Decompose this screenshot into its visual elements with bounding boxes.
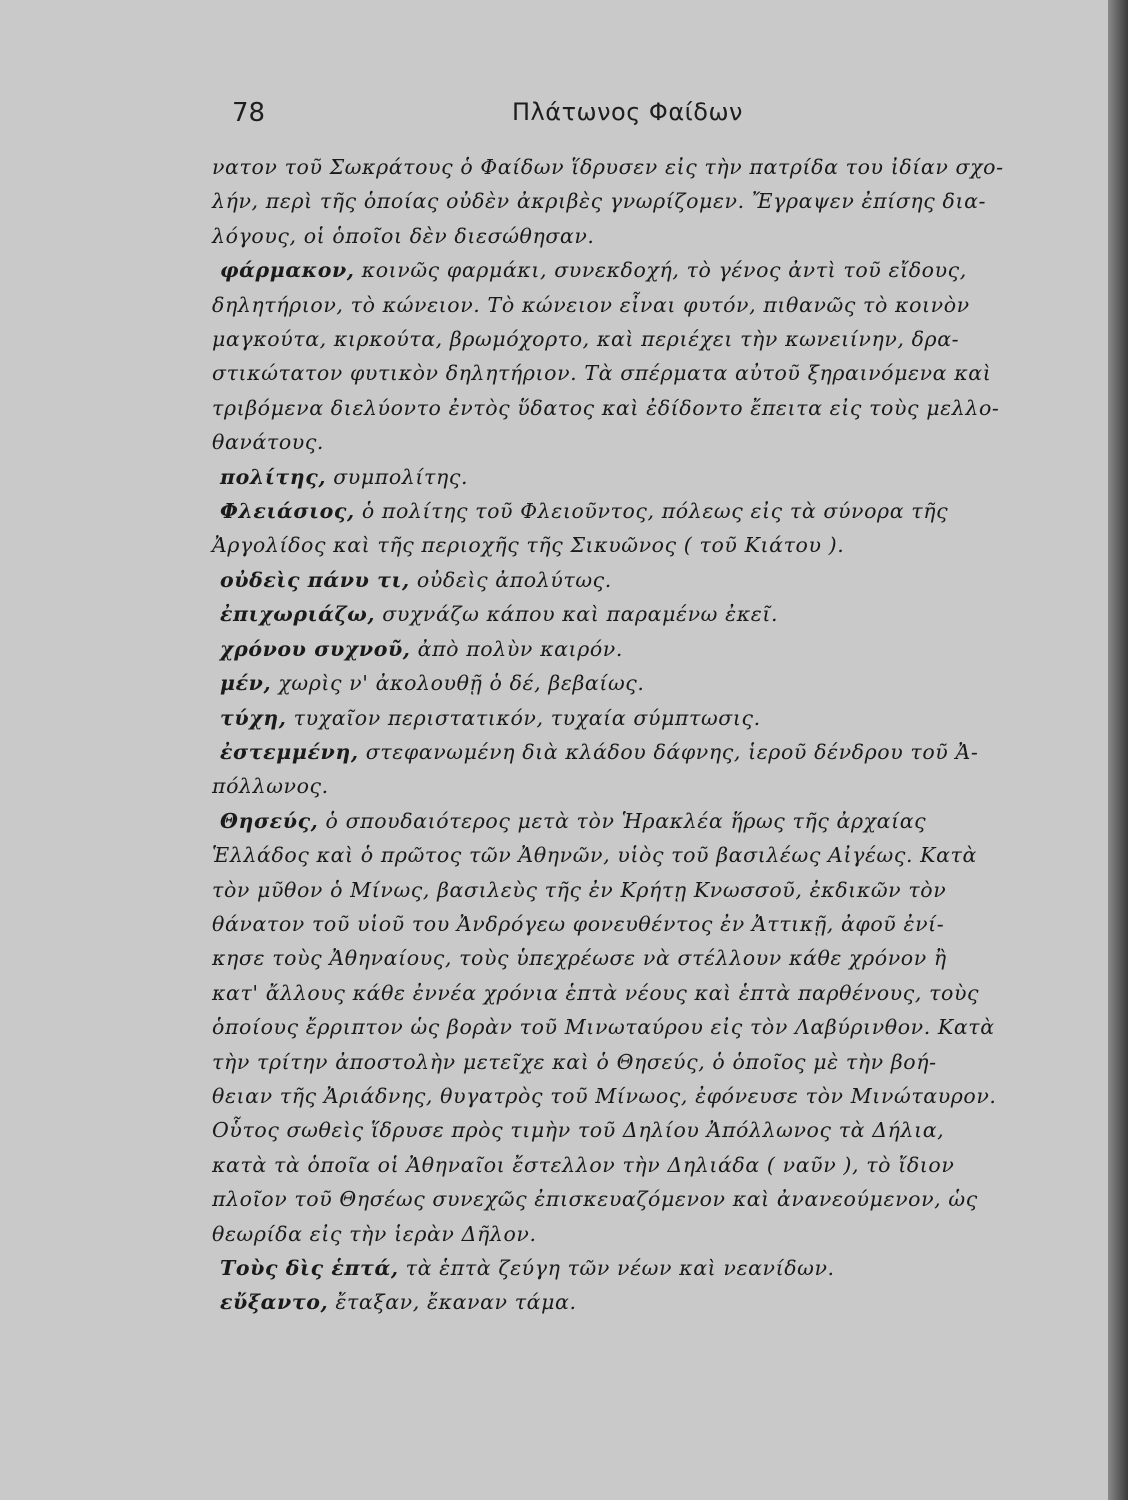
text-line: λόγους, οἱ ὁποῖοι δὲν διεσώθησαν.: [212, 223, 595, 248]
text-line: θεωρίδα εἰς τὴν ἱερὰν Δῆλον.: [212, 1221, 537, 1246]
text-line: ἔταξαν, ἔκαναν τάμα.: [328, 1290, 577, 1315]
entry-continuation: [212, 150, 1102, 253]
text-line: ὁ σπουδαιότερος μετὰ τὸν Ἡρακλέα ἥρως τῆς ἀρχαίας: [318, 808, 927, 833]
text-line: Ἀργολίδος καὶ τῆς περιοχῆς τῆς Σικυῶνος ( τοῦ Κιάτου ).: [212, 533, 845, 558]
text-line: Οὗτος σωθεὶς ἵδρυσε πρὸς τιμὴν τοῦ Δηλίου Ἀπόλλωνος τὰ Δήλια,: [212, 1118, 945, 1143]
text-line: τὸν μῦθον ὁ Μίνως, βασιλεὺς τῆς ἐν Κρήτῃ Κνωσσοῦ, ἐκδικῶν τὸν: [212, 877, 947, 902]
text-line: κατ' ἄλλους κάθε ἐννέα χρόνια ἑπτὰ νέους καὶ ἑπτὰ παρθένους, τοὺς: [212, 980, 980, 1005]
text-line: συχνάζω κάπου καὶ παραμένω ἐκεῖ.: [375, 602, 779, 627]
text-line: τὴν τρίτην ἀποστολὴν μετεῖχε καὶ ὁ Θησεύς, ὁ ὁποῖος μὲ τὴν βοή-: [212, 1049, 937, 1074]
text-line: νατον τοῦ Σωκράτους ὁ Φαίδων ἵδρυσεν εἰς τὴν πατρίδα του ἰδίαν σχο-: [212, 155, 1004, 179]
entry-polites: [212, 460, 1102, 494]
text-line: στικώτατον φυτικὸν δηλητήριον. Τὰ σπέρματα αὐτοῦ ξηραινόμενα καὶ: [212, 361, 992, 386]
text-line: πόλλωνος.: [212, 774, 329, 799]
text-line: κοινῶς φαρμάκι, συνεκδοχή, τὸ γένος ἀντὶ τοῦ εἴδους,: [354, 258, 967, 283]
text-line: δηλητήριον, τὸ κώνειον. Τὸ κώνειον εἶναι φυτόν, πιθανῶς τὸ κοινὸν: [212, 292, 970, 317]
text-line: τυχαῖον περιστατικόν, τυχαία σύμπτωσις.: [286, 705, 761, 730]
text-line: χωρὶς ν' ἀκολουθῇ ὁ δέ, βεβαίως.: [271, 671, 645, 696]
text-line: στεφανωμένη διὰ κλάδου δάφνης, ἱεροῦ δένδρου τοῦ Ἀ-: [358, 739, 979, 764]
entry-tyche: [212, 701, 1102, 735]
text-line: τριβόμενα διελύοντο ἐντὸς ὕδατος καὶ ἐδίδοντο ἔπειτα εἰς τοὺς μελλο-: [212, 395, 1000, 420]
entry-men: [212, 666, 1102, 700]
text-line: κατὰ τὰ ὁποῖα οἱ Ἀθηναῖοι ἔστελλον τὴν Δηλιάδα ( ναῦν ), τὸ ἴδιον: [212, 1152, 955, 1177]
text-line: μαγκούτα, κιρκούτα, βρωμόχορτο, καὶ περιέχει τὴν κωνειίνην, δρα-: [212, 327, 960, 352]
page-header: [0, 98, 1108, 138]
text-line: λήν, περὶ τῆς ὁποίας οὐδὲν ἀκριβὲς γνωρίζομεν. Ἔγραψεν ἐπίσης δια-: [212, 189, 987, 214]
text-line: πλοῖον τοῦ Θησέως συνεχῶς ἐπισκευαζόμενον καὶ ἀνανεούμενον, ὡς: [212, 1187, 978, 1212]
text-line: τὰ ἑπτὰ ζεύγη τῶν νέων καὶ νεανίδων.: [398, 1256, 835, 1280]
text-line: ἀπὸ πολὺν καιρόν.: [410, 636, 623, 661]
entry-estemmene: [212, 735, 1102, 804]
text-line: κησε τοὺς Ἀθηναίους, τοὺς ὑπεχρέωσε νὰ στέλλουν κάθε χρόνον ἢ: [212, 946, 947, 971]
entry-term: ἐστεμμένη,: [220, 739, 359, 764]
entry-term: Φλειάσιος,: [220, 499, 355, 524]
page-number: 78: [232, 98, 266, 128]
page-edge-shadow: [1108, 0, 1128, 1500]
entry-tous-dis-hepta: [212, 1251, 1102, 1285]
entry-term: Τοὺς δὶς ἑπτά,: [220, 1256, 399, 1280]
text-line: συμπολίτης.: [326, 464, 469, 489]
entry-phleiasios: [212, 494, 1102, 563]
text-line: ὁ πολίτης τοῦ Φλειοῦντος, πόλεως εἰς τὰ σύνορα τῆς: [354, 499, 949, 524]
running-title: Πλάτωνος Φαίδων: [512, 98, 743, 126]
entry-epichoriazo: [212, 597, 1102, 631]
text-line: θανάτους.: [212, 430, 325, 455]
entry-term: τύχη,: [220, 705, 287, 730]
entry-term: μέν,: [220, 671, 272, 696]
entry-term: πολίτης,: [220, 464, 327, 489]
entry-term: Θησεύς,: [220, 808, 319, 833]
text-line: θάνατον τοῦ υἱοῦ του Ἀνδρόγεω φονευθέντος ἐν Ἀττικῇ, ἀφοῦ ἐνί-: [212, 911, 945, 936]
text-line: ὁποίους ἔρριπτον ὡς βορὰν τοῦ Μινωταύρου εἰς τὸν Λαβύρινθον. Κατὰ: [212, 1015, 995, 1040]
text-line: θειαν τῆς Ἀριάδνης, θυγατρὸς τοῦ Μίνωος, ἐφόνευσε τὸν Μινώταυρον.: [212, 1083, 997, 1108]
entry-farmakon: [212, 253, 1102, 459]
entry-theseus: [212, 804, 1102, 1251]
entry-term: οὐδεὶς πάνυ τι,: [220, 567, 410, 592]
entry-oudeis: [212, 563, 1102, 597]
entry-term: χρόνου συχνοῦ,: [220, 636, 411, 661]
commentary-text: [212, 150, 1102, 1320]
text-line: οὐδεὶς ἀπολύτως.: [409, 567, 612, 592]
entry-chronou: [212, 632, 1102, 666]
entry-term: φάρμακον,: [220, 258, 355, 283]
entry-euxanto: [212, 1285, 1102, 1319]
entry-term: ἐπιχωριάζω,: [220, 602, 376, 627]
text-line: Ἑλλάδος καὶ ὁ πρῶτος τῶν Ἀθηνῶν, υἱὸς τοῦ βασιλέως Αἰγέως. Κατὰ: [212, 843, 977, 868]
entry-term: εὔξαντο,: [220, 1290, 329, 1315]
